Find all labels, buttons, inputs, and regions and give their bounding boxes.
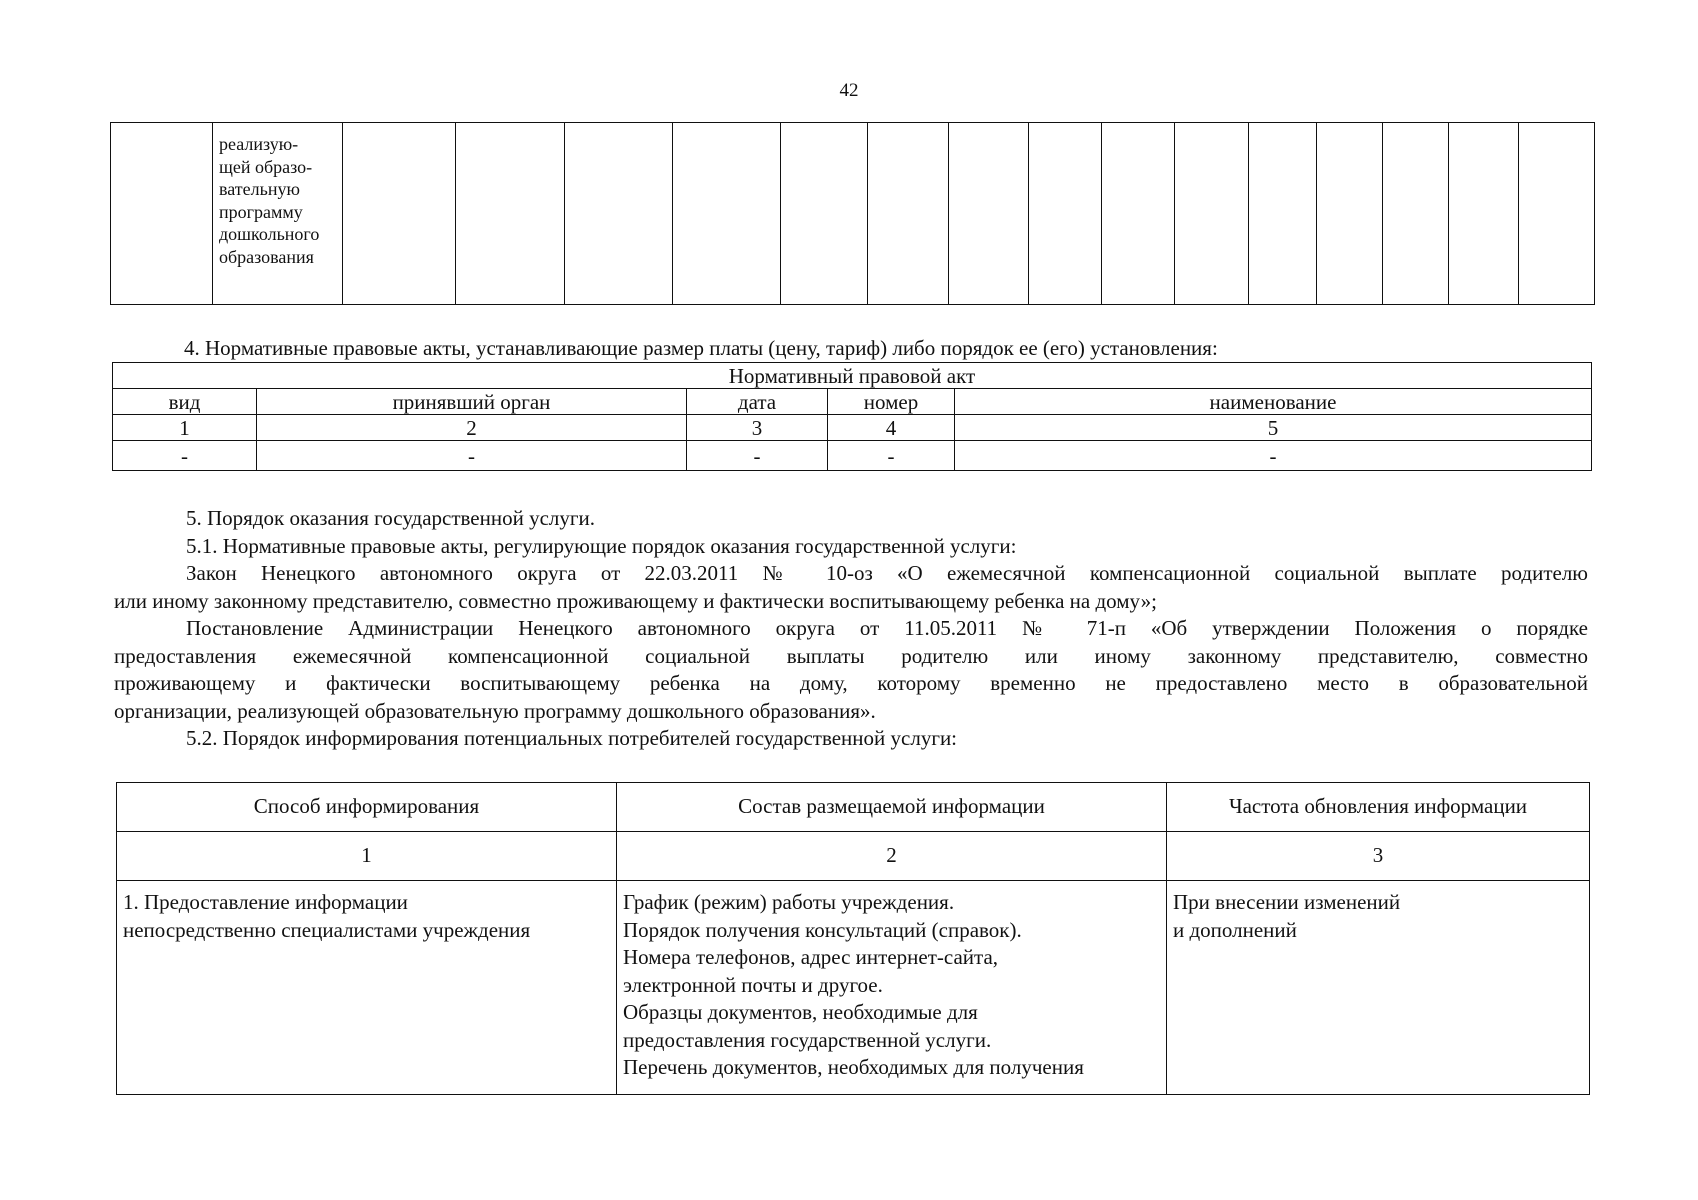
cell-line: Перечень документов, необходимых для получения — [623, 1055, 1084, 1079]
column-number: 1 — [117, 832, 617, 881]
column-header: наименование — [955, 389, 1592, 415]
empty-cell — [1519, 123, 1595, 305]
continuation-table — [110, 122, 1595, 305]
column-header: дата — [687, 389, 828, 415]
continuation-line: образования — [219, 246, 314, 267]
column-number: 2 — [617, 832, 1167, 881]
continuation-line: вательную — [219, 179, 300, 199]
empty-cell — [673, 123, 781, 305]
table-cell: - — [955, 441, 1592, 471]
section-4-heading: 4. Нормативные правовые акты, устанавливающие размер платы (цену, тариф) либо порядок ее (его) установления: — [184, 336, 1218, 360]
column-header: Способ информирования — [117, 783, 617, 832]
column-header: номер — [828, 389, 955, 415]
legal-acts-table — [112, 362, 1592, 471]
section-5-text — [114, 505, 1588, 753]
cell-line: предоставления государственной услуги. — [623, 1027, 992, 1052]
continuation-line: программу — [219, 201, 303, 222]
empty-cell — [1449, 123, 1519, 305]
decree-paragraph-line: организации, реализующей образовательную программу дошкольного образования». — [114, 698, 876, 723]
empty-cell — [565, 123, 673, 305]
cell-line: Образцы документов, необходимые для — [623, 1000, 978, 1024]
table-cell: - — [257, 441, 687, 471]
column-number: 1 — [113, 415, 257, 441]
cell-line: Порядок получения консультаций (справок). — [623, 917, 1022, 942]
continuation-line: щей образо- — [219, 156, 313, 177]
empty-cell — [1175, 123, 1249, 305]
column-header: Состав размещаемой информации — [617, 783, 1167, 832]
section-5-2-heading: 5.2. Порядок информирования потенциальных потребителей государственной услуги: — [186, 726, 958, 750]
decree-paragraph-line: проживающему и фактически воспитывающему ребенка на дому, которому временно не предоставлено место в образовательной — [114, 671, 1588, 695]
empty-cell — [343, 123, 456, 305]
content-cell — [617, 881, 1167, 1095]
column-number: 4 — [828, 415, 955, 441]
cell-line: 1. Предоставление информации — [123, 890, 408, 914]
cell-line: Номера телефонов, адрес интернет-сайта, — [623, 945, 999, 969]
table-row — [117, 881, 1590, 1095]
empty-cell — [868, 123, 949, 305]
section-5-1-heading: 5.1. Нормативные правовые акты, регулирующие порядок оказания государственной услуги: — [186, 533, 1017, 558]
frequency-cell — [1167, 881, 1590, 1095]
column-number: 2 — [257, 415, 687, 441]
table-cell: - — [687, 441, 828, 471]
empty-cell — [949, 123, 1029, 305]
column-number: 3 — [1167, 832, 1590, 881]
column-header: принявший орган — [257, 389, 687, 415]
cell-line: электронной почты и другое. — [623, 972, 883, 997]
continuation-line: дошкольного — [219, 224, 320, 244]
empty-cell — [1029, 123, 1102, 305]
page-number: 42 — [839, 80, 859, 101]
cell-line: При внесении изменений — [1173, 890, 1401, 914]
column-number: 3 — [687, 415, 828, 441]
empty-cell — [781, 123, 868, 305]
method-cell — [117, 881, 617, 1095]
section-5-heading: 5. Порядок оказания государственной услуги. — [186, 506, 595, 530]
empty-cell — [456, 123, 565, 305]
cell-line: непосредственно специалистами учреждения — [123, 917, 531, 942]
column-number: 5 — [955, 415, 1592, 441]
table-cell: - — [113, 441, 257, 471]
cell-line: и дополнений — [1173, 917, 1297, 942]
empty-cell — [1383, 123, 1449, 305]
table-title: Нормативный правовой акт — [113, 363, 1592, 389]
empty-cell — [1102, 123, 1175, 305]
continuation-line: реализую- — [219, 134, 299, 154]
informing-table — [116, 782, 1590, 1095]
column-header: Частота обновления информации — [1167, 783, 1590, 832]
continuation-cell — [213, 123, 343, 305]
empty-cell — [1249, 123, 1317, 305]
law-paragraph-line: или иному законному представителю, совместно проживающему и фактически воспитывающему ребенка на дому»; — [114, 588, 1157, 613]
empty-cell — [1317, 123, 1383, 305]
empty-cell — [111, 123, 213, 305]
decree-paragraph-line: предоставления ежемесячной компенсационной социальной выплаты родителю или иному законному представителю, совместно — [114, 643, 1588, 668]
cell-line: График (режим) работы учреждения. — [623, 890, 955, 914]
table-cell: - — [828, 441, 955, 471]
decree-paragraph-line: Постановление Администрации Ненецкого автономного округа от 11.05.2011 № 71-п «Об утверждении Положения о порядке — [186, 616, 1588, 640]
law-paragraph-line: Закон Ненецкого автономного округа от 22.03.2011 № 10-оз «О ежемесячной компенсационной социальной выплате родителю — [186, 561, 1588, 585]
column-header: вид — [113, 389, 257, 415]
